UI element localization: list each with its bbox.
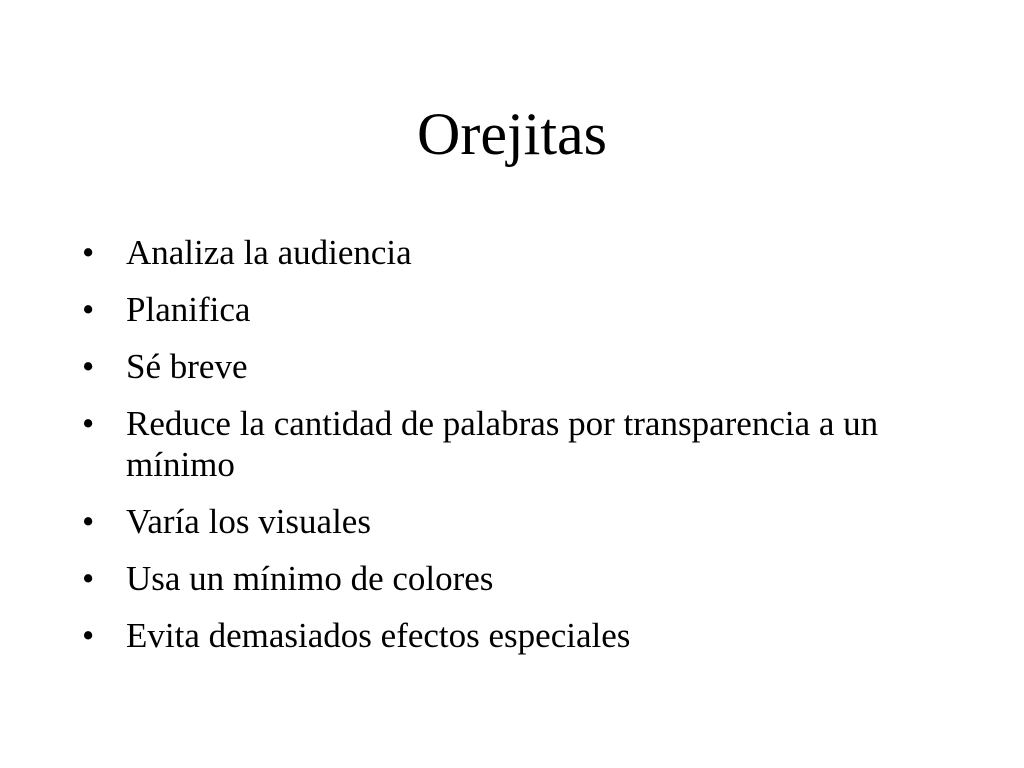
- bullet-text: Evita demasiados efectos especiales: [126, 616, 631, 655]
- bullet-marker: •: [82, 559, 95, 598]
- bullet-text: Planifica: [126, 290, 251, 329]
- bullet-item: [82, 289, 962, 330]
- bullet-item: [82, 558, 962, 599]
- bullet-marker: •: [82, 233, 95, 272]
- bullet-marker: •: [82, 616, 95, 655]
- bullet-text: Reduce la cantidad de palabras por transparencia a un mínimo: [126, 404, 879, 484]
- bullet-marker: •: [82, 347, 95, 386]
- bullet-list: [82, 232, 962, 672]
- bullet-item: [82, 232, 962, 273]
- bullet-item: [82, 501, 962, 542]
- bullet-item: [82, 346, 962, 387]
- bullet-marker: •: [82, 502, 95, 541]
- bullet-text: Usa un mínimo de colores: [126, 559, 494, 598]
- bullet-text: Varía los visuales: [126, 502, 371, 541]
- bullet-item: [82, 403, 962, 485]
- bullet-text: Analiza la audiencia: [126, 233, 412, 272]
- bullet-text: Sé breve: [126, 347, 248, 386]
- bullet-item: [82, 615, 962, 656]
- bullet-marker: •: [82, 404, 95, 443]
- slide-title: Orejitas: [417, 101, 607, 167]
- bullet-marker: •: [82, 290, 95, 329]
